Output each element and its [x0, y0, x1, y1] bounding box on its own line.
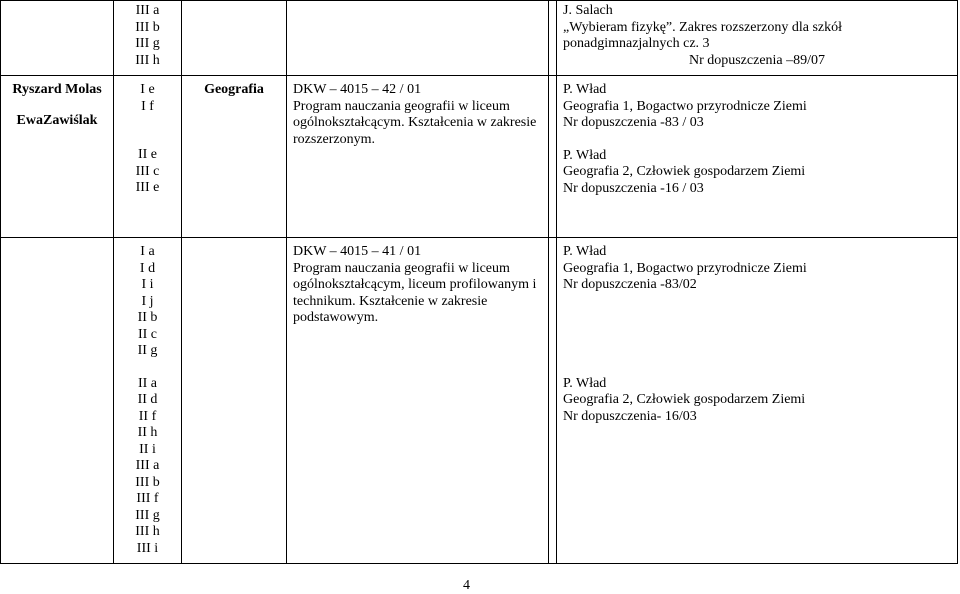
program-cell	[287, 238, 549, 564]
class-label: III g	[135, 507, 160, 523]
book-approval: Nr dopuszczenia -83/02	[563, 277, 697, 292]
program-desc: Program nauczania geografii w liceum ogólnokształcącym. Kształcenia w zakresie rozszerzonym.	[293, 98, 537, 147]
program-code: DKW – 4015 – 41 / 01	[293, 244, 422, 259]
class-label: II b	[137, 310, 158, 325]
class-label: III f	[136, 491, 159, 506]
book-author: P. Wład	[563, 82, 607, 97]
class-label: III c	[135, 163, 160, 179]
class-label: I i	[141, 277, 154, 292]
program-desc: Program nauczania geografii w liceum ogólnokształcącym, liceum profilowanym i technikum. Kształcenie w zakresie podstawowym.	[293, 260, 537, 325]
book-title: „Wybieram fizykę”. Zakres rozszerzony dla szkół ponadgimnazjalnych cz. 3	[563, 19, 843, 51]
class-label: III b	[135, 19, 160, 35]
book-author: P. Wład	[563, 375, 607, 391]
classes-cell	[114, 76, 182, 238]
program-cell	[287, 76, 549, 238]
table-row	[1, 1, 958, 76]
class-label: III a	[135, 458, 160, 473]
class-label: III h	[135, 52, 160, 68]
page-number: 4	[463, 578, 470, 593]
table-row	[1, 76, 958, 238]
book-author: P. Wład	[563, 244, 607, 259]
book-approval: Nr dopuszczenia –89/07	[688, 52, 826, 68]
class-label: II g	[137, 343, 158, 358]
subject-label: Geografia	[204, 82, 264, 97]
book-author: P. Wład	[563, 147, 607, 163]
class-label: III e	[135, 180, 160, 195]
class-label: I a	[140, 244, 155, 259]
book-approval: Nr dopuszczenia- 16/03	[563, 408, 697, 424]
class-label: I f	[141, 98, 154, 114]
teacher-cell	[1, 1, 114, 76]
book-title: Geografia 1, Bogactwo przyrodnicze Ziemi	[563, 98, 807, 114]
book-title: Geografia 1, Bogactwo przyrodnicze Ziemi	[563, 260, 807, 276]
program-code: DKW – 4015 – 42 / 01	[293, 82, 422, 97]
program-cell	[287, 1, 549, 76]
textbook-cell	[557, 76, 958, 238]
class-label: II h	[137, 425, 158, 440]
class-label: I d	[139, 260, 156, 276]
book-approval: Nr dopuszczenia -16 / 03	[563, 180, 704, 196]
spacer-cell	[549, 76, 557, 238]
book-author: J. Salach	[563, 3, 613, 18]
book-approval: Nr dopuszczenia -83 / 03	[563, 115, 704, 130]
class-label: III g	[135, 36, 160, 51]
subject-cell	[182, 76, 287, 238]
subject-cell	[182, 1, 287, 76]
textbook-cell	[557, 1, 958, 76]
teacher-cell	[1, 238, 114, 564]
spacer-cell	[549, 1, 557, 76]
book-title: Geografia 2, Człowiek gospodarzem Ziemi	[563, 392, 806, 407]
class-label: I j	[141, 293, 154, 309]
classes-cell	[114, 238, 182, 564]
class-label: III i	[136, 540, 159, 556]
teacher-name: EwaZawiślak	[16, 112, 98, 128]
class-label: II d	[137, 392, 158, 407]
class-label: III h	[135, 524, 160, 539]
class-label: III b	[135, 474, 160, 490]
class-label: II e	[137, 147, 158, 162]
class-label: II i	[139, 441, 156, 457]
class-label: I e	[140, 82, 155, 97]
spacer-cell	[549, 238, 557, 564]
textbook-cell	[557, 238, 958, 564]
subject-cell	[182, 238, 287, 564]
class-label: II c	[137, 326, 158, 342]
teacher-name: Ryszard Molas	[12, 82, 102, 97]
class-label: II f	[138, 408, 157, 424]
book-title: Geografia 2, Człowiek gospodarzem Ziemi	[563, 164, 806, 179]
teacher-cell	[1, 76, 114, 238]
table-row	[1, 238, 958, 564]
classes-cell	[114, 1, 182, 76]
class-label: II a	[137, 375, 158, 391]
class-label: III a	[135, 3, 160, 18]
